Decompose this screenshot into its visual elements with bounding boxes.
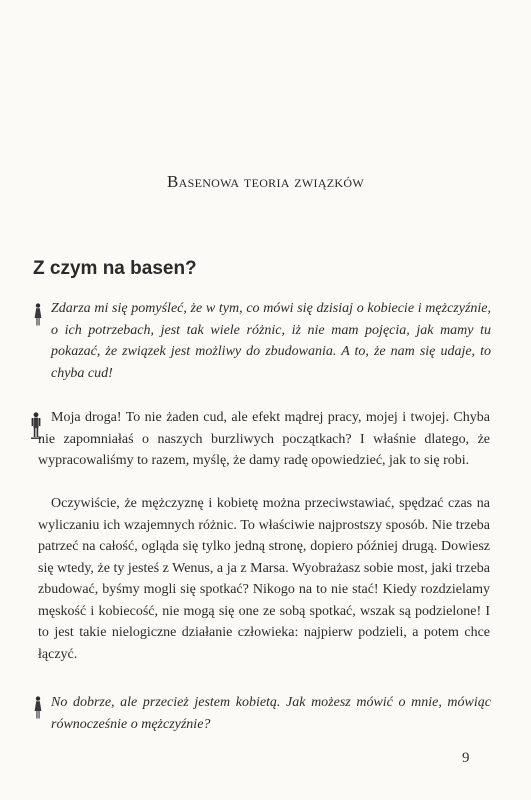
page-number: 9 bbox=[462, 750, 470, 766]
paragraph-man-2: Oczywiście, że mężczyznę i kobietę można przeciwstawiać, spędzać czas na wyliczaniu ich wzajemnych różnic. To właściwie najprostszy sposób. Nie trzeba patrzeć na całość, ogląda się tylko jedną stronę, dopiero później drugą. Dowiesz się wtedy, że ty jesteś z Wenus, a ja z Marsa. Wyobrażasz sobie most, jaki trzeba zbudować, byśmy mogli się spotkać? Nikogo na to nie stać! Kiedy rozdzielamy męskość i kobiecość, nie mogą się one ze sobą spotkać, wszak są podzielone! I to jest takie nielogiczne działanie człowieka: najpierw podzieli, a potem chce łączyć. bbox=[38, 496, 490, 662]
section-title: Z czym na basen? bbox=[33, 258, 197, 279]
woman-figure-icon bbox=[33, 696, 43, 720]
paragraph-man-1: Moja droga! To nie żaden cud, ale efekt mądrej pracy, mojej i twojej. Chyba nie zapomniałaś o naszych burzliwych początkach? I właśnie dlatego, że wypracowaliśmy to razem, myślę, że damy radę opowiedzieć, jak to się robi. bbox=[38, 410, 490, 468]
paragraph-woman-1: Zdarza mi się pomyśleć, że w tym, co mówi się dzisiaj o kobiecie i mężczyźnie, o ich potrzebach, jest tak wiele różnic, iż nie mam pojęcia, jak mamy tu pokazać, że związek jest możliwy do zbudowania. A to, że nam się udaje, to chyba cud! bbox=[51, 301, 491, 381]
chapter-title: Basenowa teoria związków bbox=[166, 172, 364, 191]
paragraph-woman-2: No dobrze, ale przecież jestem kobietą. Jak możesz mówić o mnie, mówiąc równocześnie o mężczyźnie? bbox=[51, 695, 491, 732]
woman-figure-icon bbox=[33, 303, 43, 327]
